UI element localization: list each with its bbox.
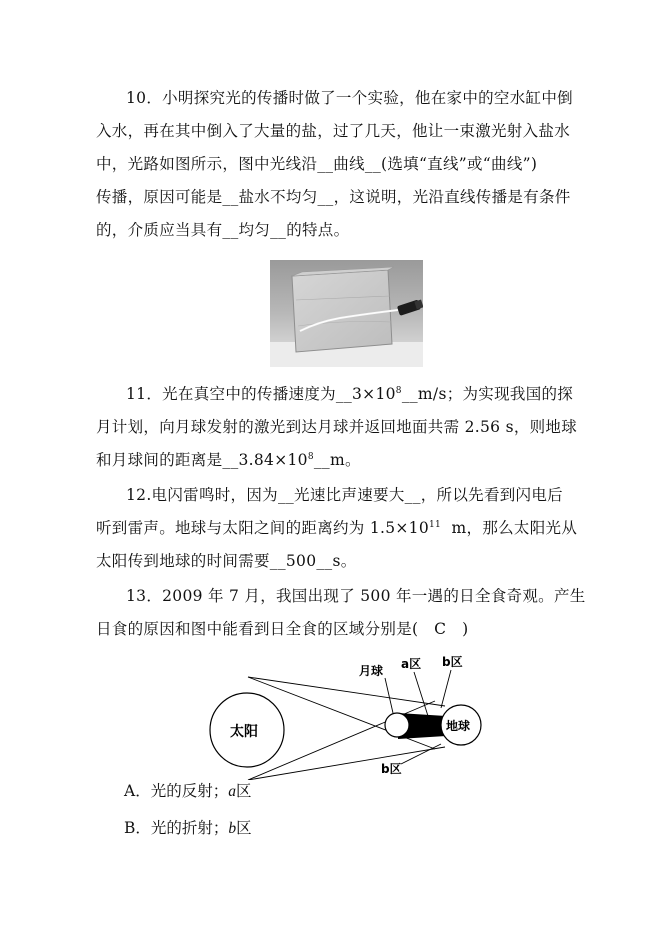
b-region-bottom-var: b [381,762,390,776]
q10-line-2: 入水，再在其中倒入了大量的盐，过了几天，他让一束激光射入盐水 [96,122,571,140]
q12-line-2 [96,512,578,545]
ray-lower-outer [248,747,445,780]
q12-line-3: 太阳传到地球的时间需要__500__s。 [96,552,357,570]
q10-line-4: 传播，原因可能是__盐水不均匀__，这说明，光沿直线传播是有条件 [96,188,571,206]
q13-line-2: 日食的原因和图中能看到日全食的区域分别是( C ) [96,620,469,638]
question-11 [96,378,578,477]
salt-water-tank-photo [270,260,423,367]
q11-line-1-text-a: 11．光在真空中的传播速度为__3×10 [126,385,396,403]
q10-line-5: 的，介质应当具有__均匀__的特点。 [96,221,350,239]
moon-label: 月球 [359,664,384,678]
q12-line-2-text-b: m，那么太阳光从 [441,519,578,537]
question-13 [96,580,586,646]
q12-line-1: 12.电闪雷鸣时，因为__光速比声速要大__，所以先看到闪电后 [126,486,563,504]
b-region-bottom-pointer [401,744,441,764]
solar-eclipse-diagram [205,650,500,780]
a-region-suffix: 区 [409,657,422,671]
a-region-label [401,656,421,671]
q13-line-1: 13．2009 年 7 月，我国出现了 500 年一遇的日全食奇观。产生 [126,587,586,605]
option-b-text: B．光的折射； [124,819,229,837]
b-region-top-pointer [441,670,451,708]
earth-label: 地球 [446,719,471,733]
b-region-bottom-suffix: 区 [389,762,402,776]
option-b-suffix: 区 [236,819,252,837]
option-b-var: b [228,820,237,837]
b-region-top-var: b [442,655,451,669]
option-b[interactable] [124,813,252,844]
option-a-suffix: 区 [235,782,252,800]
option-a-text: A．光的反射； [124,782,229,800]
option-a[interactable] [124,776,251,807]
q11-line-3-text-a: 和月球间的距离是__3.84×10 [96,451,308,469]
question-10 [96,82,573,247]
b-region-top-label [442,654,463,669]
q11-line-1-text-b: __m/s；为实现我国的探 [401,385,574,403]
question-12 [96,479,578,578]
ray-upper-outer [248,677,445,706]
q11-line-2: 月计划，向月球发射的激光到达月球并返回地面共需 2.56 s，则地球 [96,418,578,436]
q10-line-1: 10．小明探究光的传播时做了一个实验，他在家中的空水缸中倒 [126,89,573,107]
q11-line-3 [96,444,566,477]
sun-label: 太阳 [230,724,258,740]
b-region-top-suffix: 区 [450,655,463,669]
q11-exponent-1: 8 [395,386,402,396]
b-region-bottom-label [381,761,402,776]
q12-exponent: 11 [429,520,442,530]
moon-circle [385,713,409,737]
q10-line-3: 中，光路如图所示，图中光线沿__曲线__(选填“直线”或“曲线”) [96,155,538,173]
option-a-var: a [228,783,236,800]
q11-line-3-text-b: __m。 [313,451,361,469]
moon-pointer [385,678,393,713]
q12-line-2-text-a: 听到雷声。地球与太阳之间的距离约为 1.5×10 [96,519,429,537]
a-region-var: a [401,657,410,671]
q11-exponent-2: 8 [307,452,314,462]
q11-line-1 [96,378,574,411]
